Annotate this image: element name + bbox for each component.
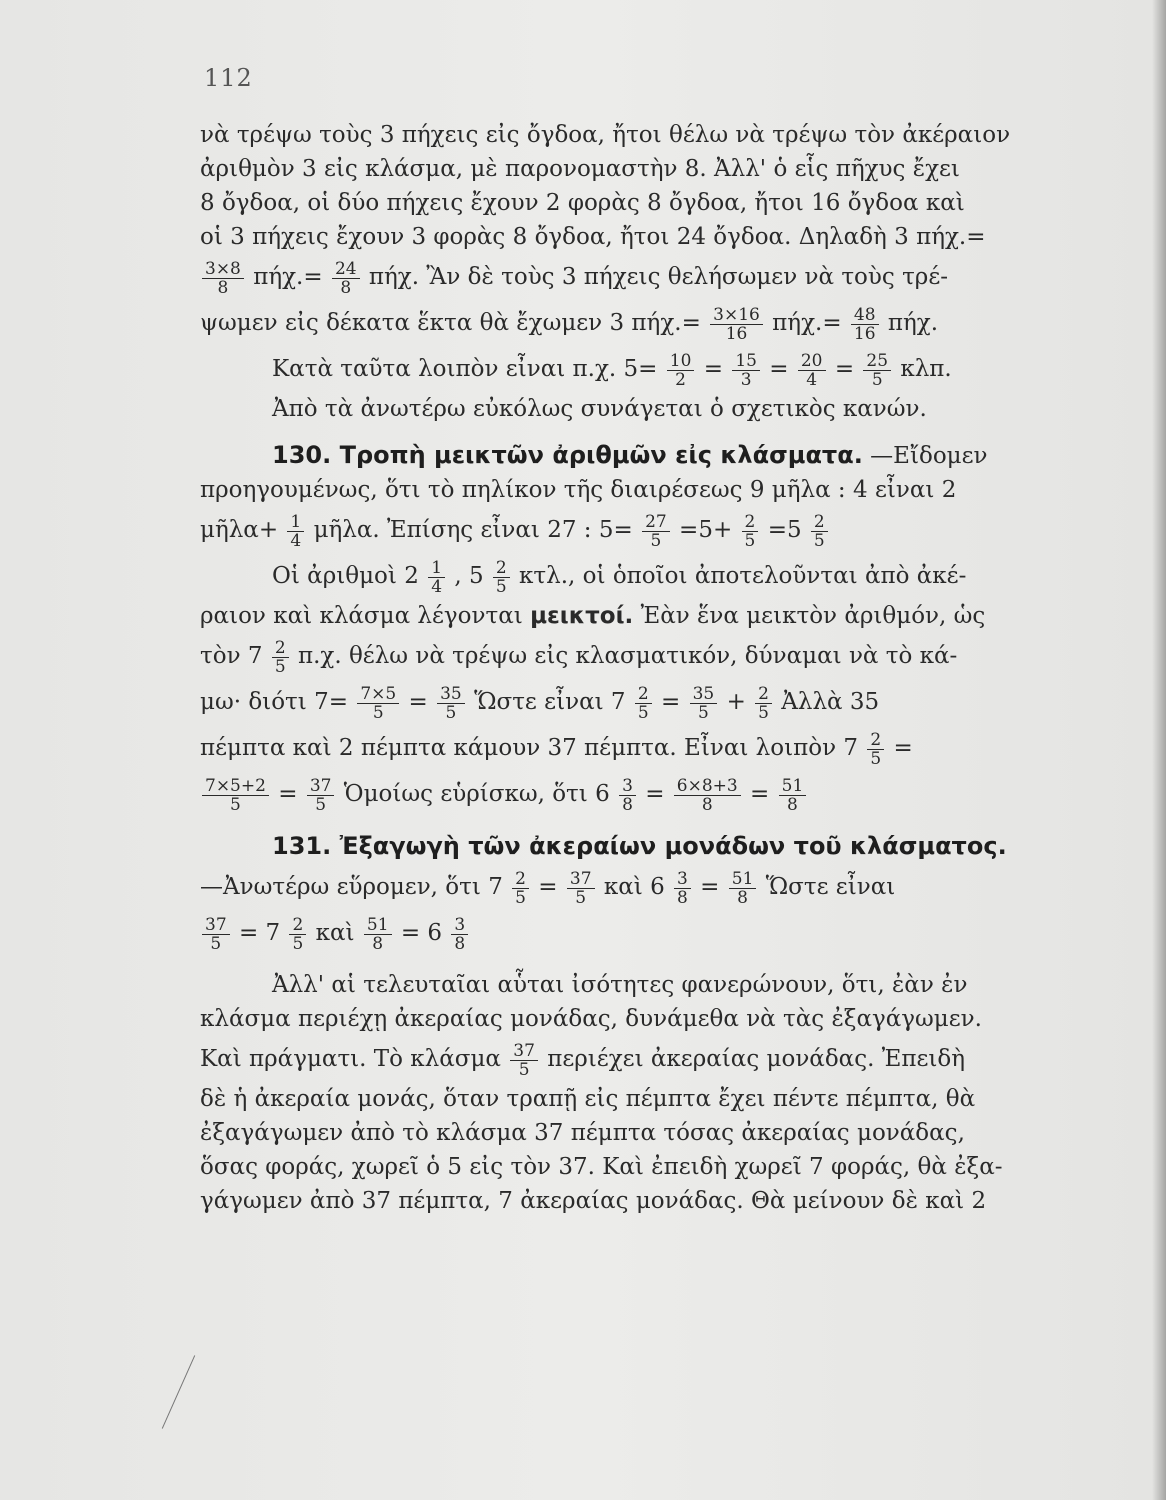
fraction: $\frac{37}{5}$	[510, 1042, 538, 1079]
text-line: οἱ 3 πήχεις ἔχουν 3 φορὰς 8 ὄγδοα, ἤτοι 24 ὄγδοα. Δηλαδὴ 3 πήχ.=	[200, 224, 986, 250]
text-line: $\frac{7\times 5+2}{5}$ = $\frac{37}{5}$ Ὁμοίως εὑρίσκω, ὅτι 6 $\frac{3}{8}$ = $\frac{6\times 8+3}{8}$ = $\frac{51}{8}$	[200, 771, 1140, 817]
text-line: Ἀλλ' αἱ τελευταῖαι αὗται ἰσότητες φανερώνουν, ὅτι, ἐὰν ἐν	[272, 972, 968, 998]
fraction: $\frac{2}{5}$	[811, 513, 828, 550]
fraction: $\frac{2}{5}$	[493, 559, 510, 596]
text-line: Καὶ πράγματι. Τὸ κλάσμα $\frac{37}{5}$ περιέχει ἀκεραίας μονάδας. Ἐπειδὴ	[200, 1040, 966, 1080]
fraction: $\frac{35}{5}$	[437, 685, 465, 722]
text-line: νὰ τρέψω τοὺς 3 πήχεις εἰς ὄγδοα, ἤτοι θέλω νὰ τρέψω τὸν ἀκέραιον	[200, 122, 1011, 148]
fraction: $\frac{37}{5}$	[307, 777, 335, 814]
bold-term: μεικτοί.	[530, 603, 634, 629]
fraction: $\frac{3\times 8}{8}$	[202, 260, 244, 297]
fraction: $\frac{3}{8}$	[619, 777, 636, 814]
heading-text: 131. Ἐξαγωγὴ τῶν ἀκεραίων μονάδων τοῦ κλάσματος.	[272, 832, 1007, 860]
fraction: $\frac{2}{5}$	[742, 513, 759, 550]
text-line: Ἀπὸ τὰ ἀνωτέρω εὐκόλως συνάγεται ὁ σχετικὸς κανών.	[272, 396, 927, 422]
text-line: μω· διότι 7= $\frac{7\times 5}{5}$ = $\frac{35}{5}$ Ὥστε εἶναι 7 $\frac{2}{5}$ = $\frac{35}{5}$ + $\frac{2}{5}$ Ἀλλὰ 35	[200, 683, 880, 723]
fraction: $\frac{3}{8}$	[451, 916, 468, 953]
text-line: $\frac{37}{5}$ = 7 $\frac{2}{5}$ καὶ $\frac{51}{8}$ = 6 $\frac{3}{8}$	[200, 910, 1140, 956]
text-line: Κατὰ ταῦτα λοιπὸν εἶναι π.χ. 5= $\frac{10}{2}$ = $\frac{15}{3}$ = $\frac{20}{4}$ = $\frac{25}{5}$ κλπ.	[272, 350, 952, 390]
text-line: δὲ ἡ ἀκεραία μονάς, ὅταν τραπῇ εἰς πέμπτα ἔχει πέντε πέμπτα, θὰ	[200, 1086, 976, 1112]
page-number: 112	[204, 64, 253, 92]
text-line: τὸν 7 $\frac{2}{5}$ π.χ. θέλω νὰ τρέψω εἰς κλασματικόν, δύναμαι νὰ τὸ κά-	[200, 637, 958, 677]
fraction: $\frac{25}{5}$	[863, 352, 891, 389]
section-heading-130: 130. Τροπὴ μεικτῶν ἀριθμῶν εἰς κλάσματα. —Εἴδομεν	[272, 441, 988, 469]
fraction: $\frac{51}{8}$	[364, 916, 392, 953]
fraction: $\frac{37}{5}$	[202, 916, 230, 953]
fraction: $\frac{20}{4}$	[798, 352, 826, 389]
fraction: $\frac{37}{5}$	[567, 870, 595, 907]
page-body	[200, 118, 1140, 1218]
fraction: $\frac{7\times 5}{5}$	[357, 685, 399, 722]
text-line: ψωμεν εἰς δέκατα ἕκτα θὰ ἔχωμεν 3 πήχ.= $\frac{3\times 16}{16}$ πήχ.= $\frac{48}{16}$ πήχ.	[200, 304, 939, 344]
fraction: $\frac{24}{8}$	[332, 260, 360, 297]
text-line: γάγωμεν ἀπὸ 37 πέμπτα, 7 ἀκεραίας μονάδας. Θὰ μείνουν δὲ καὶ 2	[200, 1188, 987, 1214]
fraction: $\frac{3\times 16}{16}$	[710, 306, 763, 343]
fraction: $\frac{2}{5}$	[272, 639, 289, 676]
fraction: $\frac{1}{4}$	[287, 513, 304, 550]
fraction: $\frac{2}{5}$	[512, 870, 529, 907]
section-heading-131	[200, 829, 1140, 864]
fraction: $\frac{2}{5}$	[755, 685, 772, 722]
fraction: $\frac{7\times 5+2}{5}$	[202, 777, 269, 814]
text-line: —Ἀνωτέρω εὕρομεν, ὅτι 7 $\frac{2}{5}$ = $\frac{37}{5}$ καὶ 6 $\frac{3}{8}$ = $\frac{51}{8}$ Ὥστε εἶναι	[200, 868, 896, 908]
fraction: $\frac{2}{5}$	[867, 731, 884, 768]
fraction: $\frac{2}{5}$	[635, 685, 652, 722]
text-line: ὅσας φοράς, χωρεῖ ὁ 5 εἰς τὸν 37. Καὶ ἐπειδὴ χωρεῖ 7 φοράς, θὰ ἐξα-	[200, 1154, 1003, 1180]
text-line: κλάσμα περιέχῃ ἀκεραίας μονάδας, δυνάμεθα νὰ τὰς ἐξαγάγωμεν.	[200, 1006, 982, 1032]
fraction: $\frac{10}{2}$	[667, 352, 695, 389]
text-line: Οἱ ἀριθμοὶ 2 $\frac{1}{4}$ , 5 $\frac{2}{5}$ κτλ., οἱ ὁποῖοι ἀποτελοῦνται ἀπὸ ἀκέ-	[272, 557, 967, 597]
fraction: $\frac{27}{5}$	[642, 513, 670, 550]
text-line: πέμπτα καὶ 2 πέμπτα κάμουν 37 πέμπτα. Εἶναι λοιπὸν 7 $\frac{2}{5}$ =	[200, 729, 913, 769]
text-line: ἐξαγάγωμεν ἀπὸ τὸ κλάσμα 37 πέμπτα τόσας ἀκεραίας μονάδας,	[200, 1120, 965, 1146]
fraction: $\frac{35}{5}$	[690, 685, 718, 722]
text-line: μῆλα+ $\frac{1}{4}$ μῆλα. Ἐπίσης εἶναι 27 : 5= $\frac{27}{5}$ =5+ $\frac{2}{5}$ =5 $\frac{2}{5}$	[200, 507, 1140, 553]
fraction: $\frac{51}{8}$	[729, 870, 757, 907]
text-line: ραιον καὶ κλάσμα λέγονται μεικτοί. Ἐὰν ἕνα μεικτὸν ἀριθμόν, ὡς	[200, 603, 986, 629]
margin-pencil-mark	[162, 1355, 195, 1428]
text-line: $\frac{3\times 8}{8}$ πήχ.= $\frac{24}{8}$ πήχ. Ἂν δὲ τοὺς 3 πήχεις θελήσωμεν νὰ τοὺς τρέ-	[200, 254, 1140, 300]
fraction: $\frac{2}{5}$	[289, 916, 306, 953]
fraction: $\frac{1}{4}$	[428, 559, 445, 596]
fraction: $\frac{48}{16}$	[851, 306, 879, 343]
text-line: 8 ὄγδοα, οἱ δύο πήχεις ἔχουν 2 φορὰς 8 ὄγδοα, ἤτοι 16 ὄγδοα καὶ	[200, 190, 965, 216]
page-edge-shadow	[1152, 0, 1166, 1500]
text-line: προηγουμένως, ὅτι τὸ πηλίκον τῆς διαιρέσεως 9 μῆλα : 4 εἶναι 2	[200, 477, 957, 503]
fraction: $\frac{6\times 8+3}{8}$	[674, 777, 741, 814]
fraction: $\frac{15}{3}$	[732, 352, 760, 389]
fraction: $\frac{51}{8}$	[779, 777, 807, 814]
fraction: $\frac{3}{8}$	[674, 870, 691, 907]
heading-text: 130. Τροπὴ μεικτῶν ἀριθμῶν εἰς κλάσματα.	[272, 441, 863, 469]
text-line: ἀριθμὸν 3 εἰς κλάσμα, μὲ παρονομαστὴν 8. Ἀλλ' ὁ εἷς πῆχυς ἔχει	[200, 156, 960, 182]
